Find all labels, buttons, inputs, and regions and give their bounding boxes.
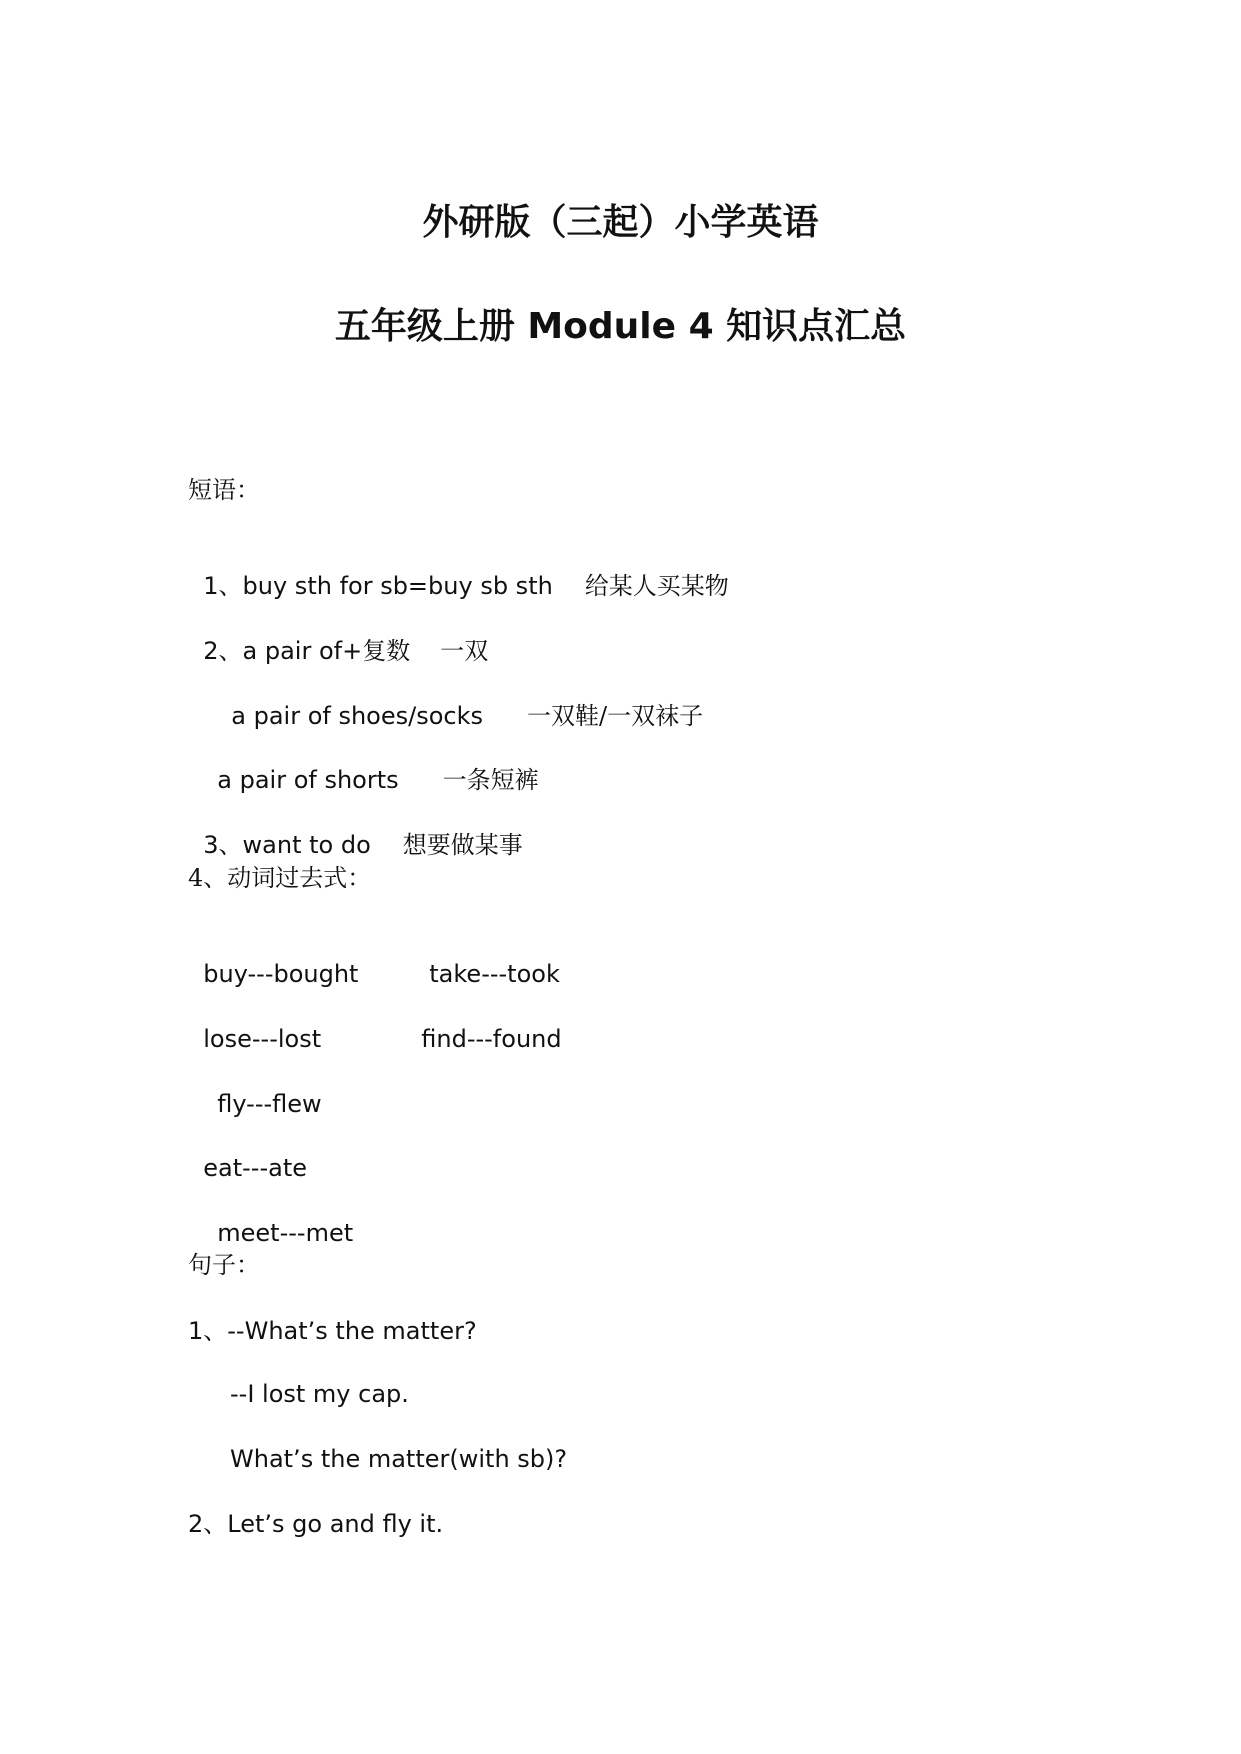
past-tense-row <box>202 1056 322 1120</box>
sentence-item: 1、--What’s the matter? <box>188 1317 477 1345</box>
past-tense-pair: lose---lost <box>203 1025 322 1053</box>
phrase-english: 1、buy sth for sb=buy sb sth <box>203 572 553 600</box>
phrase-english: a pair of shorts <box>217 766 399 794</box>
phrase-item <box>216 668 703 732</box>
past-tense-pair: eat---ate <box>203 1154 308 1182</box>
past-tense-pair: take---took <box>429 960 560 988</box>
phrase-item <box>188 797 523 861</box>
past-tense-row <box>406 991 562 1055</box>
phrase-chinese: 给某人买某物 <box>584 572 729 600</box>
sentence-item: --I lost my cap. <box>230 1380 409 1408</box>
phrase-chinese: 一条短裤 <box>442 766 539 794</box>
sentence-item: 2、Let’s go and fly it. <box>188 1510 444 1538</box>
past-tense-row <box>202 1185 353 1249</box>
phrase-chinese: 一双 <box>440 637 489 665</box>
phrase-item <box>188 603 488 667</box>
past-tense-pair: fly---flew <box>217 1090 322 1118</box>
document-subtitle: 五年级上册 Module 4 知识点汇总 <box>334 306 907 347</box>
phrase-chinese: 一双鞋/一双袜子 <box>527 702 704 730</box>
phrase-chinese: 想要做某事 <box>402 831 523 859</box>
past-tense-row <box>188 991 321 1055</box>
past-tense-heading: 4、动词过去式： <box>188 864 372 892</box>
past-tense-row <box>188 1120 307 1184</box>
phrase-english: 2、a pair of+复数 <box>203 637 411 665</box>
past-tense-row <box>188 926 358 990</box>
past-tense-pair: buy---bought <box>203 960 359 988</box>
past-tense-pair: find---found <box>421 1025 562 1053</box>
sentence-item: What’s the matter(with sb)? <box>230 1445 568 1473</box>
phrase-english: a pair of shoes/socks <box>231 702 484 730</box>
phrases-heading: 短语： <box>188 476 260 504</box>
past-tense-row <box>414 926 560 990</box>
phrase-item <box>188 538 729 602</box>
phrase-item <box>202 732 539 796</box>
document-title: 外研版（三起）小学英语 <box>422 202 819 243</box>
sentences-heading: 句子： <box>188 1251 260 1279</box>
phrase-english: 3、want to do <box>203 831 371 859</box>
past-tense-pair: meet---met <box>217 1219 354 1247</box>
